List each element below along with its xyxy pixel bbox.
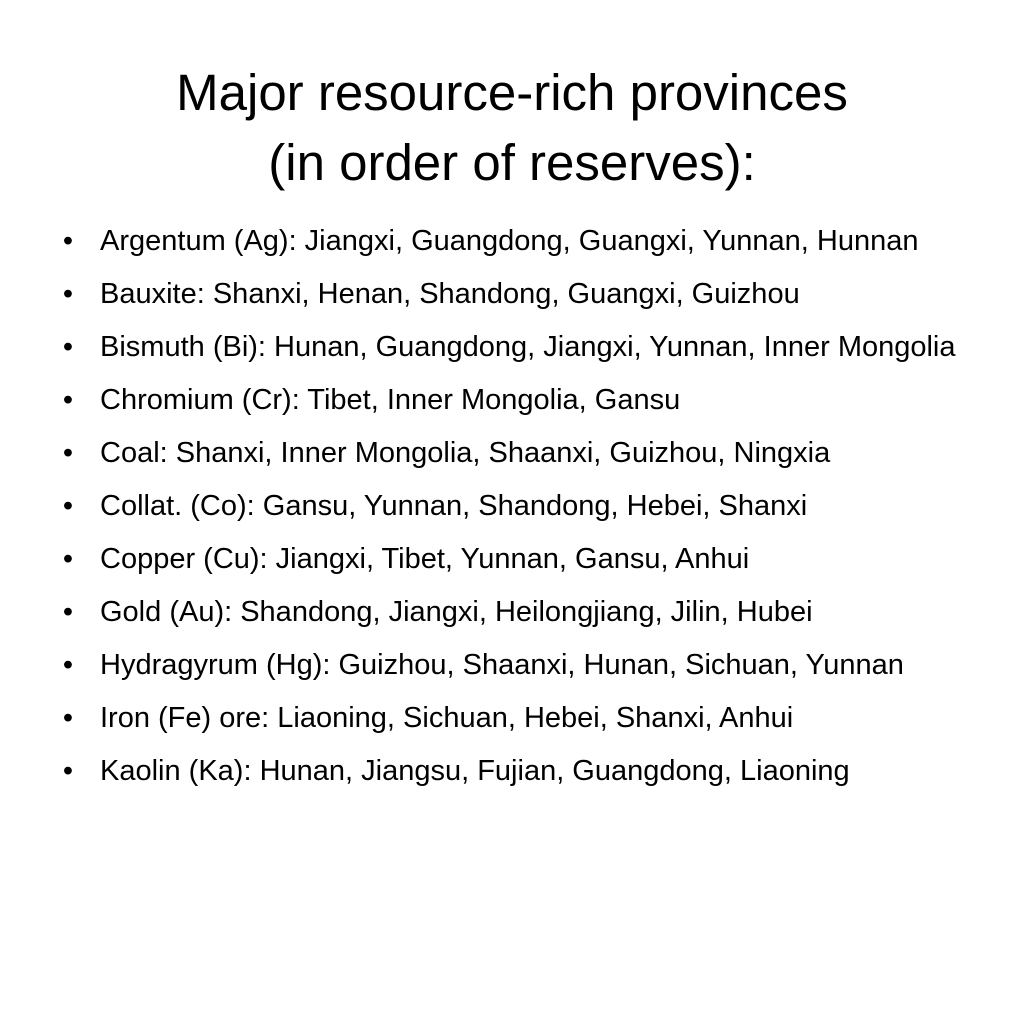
bullet-text: Hydragyrum (Hg): Guizhou, Shaanxi, Hunan, Sichuan, Yunnan	[100, 649, 904, 681]
bullet-item-hydragyrum	[56, 643, 956, 688]
bullet-item-gold	[56, 590, 956, 635]
bullet-text: Bismuth (Bi): Hunan, Guangdong, Jiangxi, Yunnan, Inner Mongolia	[100, 331, 956, 363]
bullet-item-bauxite	[56, 272, 956, 317]
bullet-icon: •	[62, 331, 74, 363]
bullet-item-chromium	[56, 378, 956, 423]
bullet-text: Kaolin (Ka): Hunan, Jiangsu, Fujian, Guangdong, Liaoning	[100, 755, 850, 787]
bullet-text: Bauxite: Shanxi, Henan, Shandong, Guangxi, Guizhou	[100, 278, 800, 310]
bullet-item-collat	[56, 484, 956, 529]
bullet-item-kaolin	[56, 749, 956, 794]
bullet-icon: •	[62, 596, 74, 628]
bullet-icon: •	[62, 225, 74, 257]
bullet-text: Collat. (Co): Gansu, Yunnan, Shandong, Hebei, Shanxi	[100, 490, 808, 522]
bullet-item-coal	[56, 431, 956, 476]
bullet-icon: •	[62, 649, 74, 681]
bullet-text: Coal: Shanxi, Inner Mongolia, Shaanxi, Guizhou, Ningxia	[100, 437, 831, 469]
bullet-icon: •	[62, 490, 74, 522]
slide-title-line-2: (in order of reserves):	[268, 134, 756, 191]
bullet-icon: •	[62, 755, 74, 787]
bullet-icon: •	[62, 384, 74, 416]
bullet-icon: •	[62, 543, 74, 575]
bullet-text: Argentum (Ag): Jiangxi, Guangdong, Guangxi, Yunnan, Hunnan	[100, 225, 919, 257]
slide-title-line-1: Major resource-rich provinces	[176, 64, 848, 121]
bullet-text: Chromium (Cr): Tibet, Inner Mongolia, Gansu	[100, 384, 681, 416]
slide-title	[60, 58, 964, 198]
bullet-icon: •	[62, 437, 74, 469]
bullet-item-bismuth	[56, 325, 956, 370]
bullet-item-copper	[56, 537, 956, 582]
bullet-text: Iron (Fe) ore: Liaoning, Sichuan, Hebei, Shanxi, Anhui	[100, 702, 794, 734]
bullet-list	[56, 219, 956, 802]
bullet-text: Copper (Cu): Jiangxi, Tibet, Yunnan, Gansu, Anhui	[100, 543, 750, 575]
bullet-item-iron	[56, 696, 956, 741]
bullet-item-argentum	[56, 219, 956, 264]
bullet-icon: •	[62, 278, 74, 310]
bullet-icon: •	[62, 702, 74, 734]
bullet-text: Gold (Au): Shandong, Jiangxi, Heilongjiang, Jilin, Hubei	[100, 596, 813, 628]
